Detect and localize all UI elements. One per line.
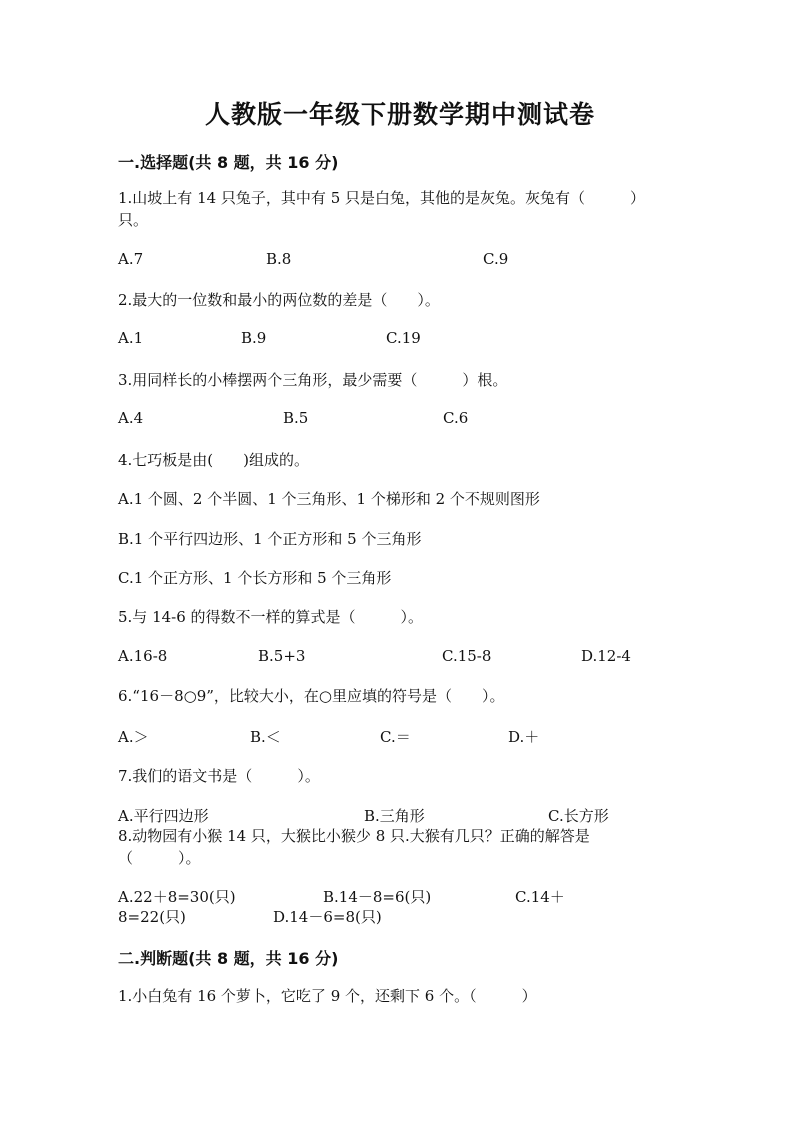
question-1-line-1: 1.山坡上有 14 只兔子，其中有 5 只是白兔，其他的是灰兔。灰兔有（ ） [118,189,646,207]
question-5-line-1: 5.与 14-6 的得数不一样的算式是（ ）。 [118,608,424,626]
question-8-option-d[interactable]: D.14－6=8(只) [273,908,382,926]
question-6-option-a[interactable]: A.＞ [118,728,149,746]
question-8-option-a[interactable]: A.22＋8=30(只) [118,888,236,906]
section-heading-judge: 二.判断题(共 8 题，共 16 分) [118,949,339,968]
question-4-option-a[interactable]: A.1 个圆、2 个半圆、1 个三角形、1 个梯形和 2 个不规则图形 [118,490,540,508]
page-title: 人教版一年级下册数学期中测试卷 [204,100,595,129]
question-6-option-c[interactable]: C.＝ [380,728,411,746]
judge-question-1: 1.小白兔有 16 个萝卜，它吃了 9 个，还剩下 6 个。（ ） [118,987,537,1005]
question-2-option-a[interactable]: A.1 [118,329,144,347]
question-4-line-1: 4.七巧板是由( )组成的。 [118,451,310,469]
question-7-line-1: 7.我们的语文书是（ ）。 [118,767,320,785]
question-4-option-b[interactable]: B.1 个平行四边形、1 个正方形和 5 个三角形 [118,530,422,548]
question-7-option-c[interactable]: C.长方形 [548,807,609,825]
question-8-option-b[interactable]: B.14－8=6(只) [323,888,432,906]
question-1-option-c[interactable]: C.9 [483,250,509,268]
question-5-option-c[interactable]: C.15-8 [442,647,492,665]
question-8-line-1: 8.动物园有小猴 14 只，大猴比小猴少 8 只.大猴有几只？正确的解答是 [118,827,590,845]
question-7-option-b[interactable]: B.三角形 [364,807,425,825]
question-3-line-1: 3.用同样长的小棒摆两个三角形，最少需要（ ）根。 [118,371,508,389]
question-8-option-c[interactable]: C.14＋ [515,888,565,906]
question-2-option-b[interactable]: B.9 [241,329,267,347]
question-8-option-c-continued[interactable]: 8=22(只) [118,908,186,926]
section-heading-choice: 一.选择题(共 8 题，共 16 分) [118,153,339,172]
question-2-option-c[interactable]: C.19 [386,329,421,347]
question-2-line-1: 2.最大的一位数和最小的两位数的差是（ ）。 [118,291,440,309]
question-6-line-1: 6.“16－8○9”，比较大小，在○里应填的符号是（ ）。 [118,687,505,705]
question-8-line-2: （ ）。 [118,849,201,867]
question-3-option-b[interactable]: B.5 [283,409,309,427]
question-1-line-2: 只。 [118,211,149,229]
question-4-option-c[interactable]: C.1 个正方形、1 个长方形和 5 个三角形 [118,569,392,587]
question-6-option-b[interactable]: B.＜ [250,728,281,746]
question-5-option-d[interactable]: D.12-4 [581,647,631,665]
question-5-option-a[interactable]: A.16-8 [118,647,168,665]
question-7-option-a[interactable]: A.平行四边形 [118,807,209,825]
question-6-option-d[interactable]: D.＋ [508,728,540,746]
question-1-option-b[interactable]: B.8 [266,250,292,268]
question-1-option-a[interactable]: A.7 [118,250,144,268]
question-5-option-b[interactable]: B.5+3 [258,647,306,665]
question-3-option-a[interactable]: A.4 [118,409,144,427]
question-3-option-c[interactable]: C.6 [443,409,469,427]
